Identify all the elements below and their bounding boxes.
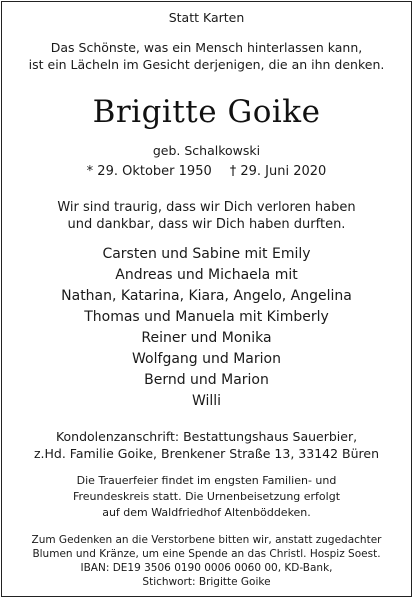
donation-info-line: Blumen und Kränze, um eine Spende an das Christl. Hospiz Soest. xyxy=(32,548,381,560)
quote-line: ist ein Lächeln im Gesicht derjenigen, die an ihn denken. xyxy=(28,57,385,72)
family-line: Thomas und Manuela mit Kimberly xyxy=(84,309,329,325)
address-line: Kondolenzanschrift: Bestattungshaus Sauerbier, xyxy=(55,429,358,444)
birth-name: geb. Schalkowski xyxy=(152,143,261,158)
deceased-name: Brigitte Goike xyxy=(92,94,321,130)
family-line: Carsten und Sabine mit Emily xyxy=(102,246,311,262)
family-line: Bernd und Marion xyxy=(144,372,269,388)
address-line: z.Hd. Familie Goike, Brenkener Straße 13, 33142 Büren xyxy=(33,446,379,461)
donation-info-line: Stichwort: Brigitte Goike xyxy=(142,576,271,588)
family-line: Wolfgang und Marion xyxy=(132,351,281,367)
family-line: Nathan, Katarina, Kiara, Angelo, Angelina xyxy=(61,288,352,304)
donation-info-line: IBAN: DE19 3506 0190 0006 0060 00, KD-Bank, xyxy=(80,562,333,574)
donation-info-line: Zum Gedenken an die Verstorbene bitten wir, anstatt zugedachter xyxy=(31,534,382,546)
life-dates xyxy=(2,164,411,179)
funeral-info-line: Freundeskreis statt. Die Urnenbeisetzung erfolgt xyxy=(72,490,341,503)
mourning-line: Wir sind traurig, dass wir Dich verloren haben xyxy=(57,200,356,215)
family-line: Andreas und Michaela mit xyxy=(115,267,298,283)
obituary-notice xyxy=(1,1,412,597)
death-date: † 29. Juni 2020 xyxy=(229,164,327,179)
header-text: Statt Karten xyxy=(168,10,245,25)
family-line: Willi xyxy=(191,393,222,409)
mourning-line: und dankbar, dass wir Dich haben durften. xyxy=(67,217,346,232)
quote-line: Das Schönste, was ein Mensch hinterlassen kann, xyxy=(50,40,363,55)
birth-date: * 29. Oktober 1950 xyxy=(86,164,212,179)
funeral-info-line: auf dem Waldfriedhof Altenböddeken. xyxy=(102,506,311,519)
funeral-info-line: Die Trauerfeier findet im engsten Familien- und xyxy=(76,474,337,487)
family-line: Reiner und Monika xyxy=(141,330,272,346)
